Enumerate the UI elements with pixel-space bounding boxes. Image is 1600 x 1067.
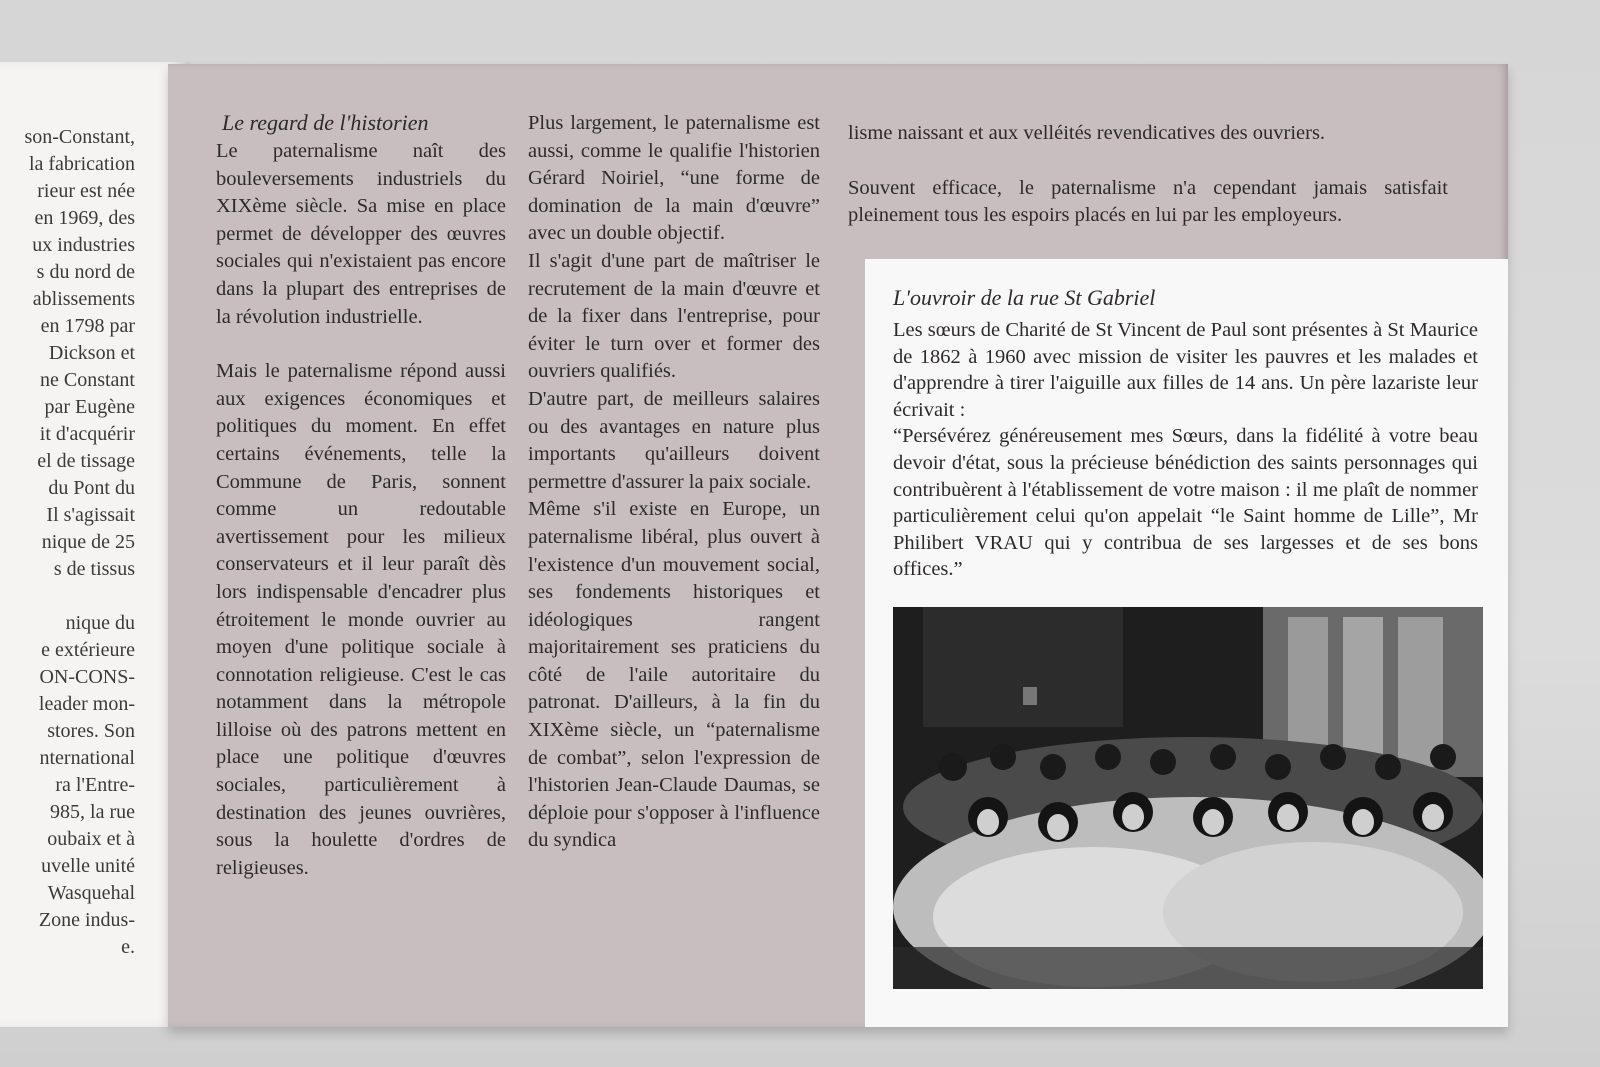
- ouvroir-quote: “Persévérez généreusement mes Sœurs, dans la fidélité à votre beau devoir d'état, sous la précieuse bénédiction des saints personnages qui contribuèrent à l'établissement de votre maison : il me plaît de nommer particulièrement celui qu'on appelait “le Saint homme de Lille”, Mr Philibert VRAU qui y contribua de ses largesses et de ses bons offices.”: [893, 425, 1478, 581]
- ouvroir-body: [893, 317, 1478, 583]
- left-page: [0, 62, 190, 1027]
- left-page-line: Il s'agissait: [46, 504, 135, 526]
- left-page-line: la fabrication: [28, 153, 135, 175]
- left-page-line: s de tissus: [53, 558, 135, 580]
- left-page-line: ne Constant: [40, 369, 135, 391]
- left-page-text: [0, 124, 135, 961]
- right-page: [168, 64, 1508, 1027]
- left-page-line: son-Constant,: [24, 126, 135, 148]
- left-page-line: Wasquehal: [47, 882, 135, 904]
- sewing-workshop-photo: [893, 607, 1483, 989]
- left-page-line: rieur est née: [37, 180, 135, 202]
- left-page-line: Zone indus-: [38, 909, 135, 931]
- left-page-line: ux industries: [32, 234, 135, 256]
- left-page-line: e.: [121, 936, 135, 958]
- left-page-line: el de tissage: [37, 450, 135, 472]
- left-page-line: nternational: [39, 747, 135, 769]
- paternalism-paragraph-4: Même s'il existe en Europe, un paternalisme libéral, plus ouvert à l'existence d'un mouvement social, ses fondements historiques et idéologiques rangent majoritairement ses praticiens du côté de l'aile autoritaire du patronat. D'ailleurs, à la fin du XIXème siècle, un “paternalisme de combat”, selon l'expression de l'historien Jean-Claude Daumas, se déploie pour s'opposer à l'influence du syndica: [528, 498, 820, 852]
- paragraph-spacer: [216, 331, 506, 358]
- left-page-line: e extérieure: [41, 639, 135, 661]
- left-page-line: 985, la rue: [50, 801, 135, 823]
- left-page-line: it d'acquérir: [39, 423, 135, 445]
- ouvroir-box: [865, 259, 1508, 1027]
- left-page-line: nique de 25: [41, 531, 135, 553]
- paragraph-spacer: [848, 148, 1448, 175]
- column-historian: [216, 108, 506, 882]
- left-page-line: en 1969, des: [34, 207, 135, 229]
- left-page-line: stores. Son: [47, 720, 135, 742]
- ouvroir-photo: [893, 607, 1483, 989]
- ouvroir-heading: L'ouvroir de la rue St Gabriel: [893, 285, 1156, 310]
- left-page-line: leader mon-: [38, 693, 135, 715]
- historian-heading: Le regard de l'historien: [222, 110, 429, 135]
- left-page-line: Dickson et: [48, 342, 135, 364]
- left-page-line: ra l'Entre-: [55, 774, 135, 796]
- paternalism-paragraph-2: Il s'agit d'une part de maîtriser le recrutement de la main d'œuvre et de la fixer dans l'entreprise, pour éviter le turn over et former des ouvriers qualifiés.: [528, 249, 820, 383]
- historian-paragraph-2: Mais le paternalisme répond aussi aux exigences économiques et politiques du moment. En effet certains événements, telle la Commune de Paris, sonnent comme un redoutable avertissement pour les milieux conservateurs et il leur paraît dès lors indispensable d'encadrer plus étroitement le monde ouvrier au moyen d'une politique sociale à connotation religieuse. C'est le cas notamment dans la métropole lilloise où des patrons mettent en place une politique d'œuvres sociales, particulièrement à destination des jeunes ouvrières, sous la houlette d'ordres de religieuses.: [216, 360, 506, 879]
- left-page-line: s du nord de: [36, 261, 135, 283]
- left-page-line: [0, 583, 135, 610]
- continuation-paragraph-1: lisme naissant et aux velléités revendicatives des ouvriers.: [848, 122, 1326, 144]
- left-page-line: oubaix et à: [47, 828, 135, 850]
- left-page-line: du Pont du: [48, 477, 135, 499]
- ouvroir-paragraph-1: Les sœurs de Charité de St Vincent de Paul sont présentes à St Maurice de 1862 à 1960 avec mission de visiter les pauvres et les malades et d'apprendre à tirer l'aiguille aux filles de 14 ans. Un père lazariste leur écrivait :: [893, 319, 1478, 421]
- left-page-line: nique du: [65, 612, 135, 634]
- left-page-line: ablissements: [32, 288, 135, 310]
- left-page-line: uvelle unité: [41, 855, 135, 877]
- left-page-line: par Eugène: [44, 396, 135, 418]
- left-page-line: ON-CONS-: [39, 666, 135, 688]
- historian-paragraph-1: Le paternalisme naît des bouleversements industriels du XIXème siècle. Sa mise en place permet de développer des œuvres sociales qui n'existaient pas encore dans la plupart des entreprises de la révolution industrielle.: [216, 140, 506, 328]
- column-paternalism: [528, 110, 820, 855]
- paternalism-paragraph-3: D'autre part, de meilleurs salaires ou des avantages en nature plus importants qu'ailleurs doivent permettre d'assurer la paix sociale.: [528, 387, 820, 493]
- continuation-paragraph-2: Souvent efficace, le paternalisme n'a cependant jamais satisfait pleinement tous les espoirs placés en lui par les employeurs.: [848, 176, 1448, 227]
- column-continuation: [848, 120, 1448, 230]
- left-page-line: en 1798 par: [40, 315, 135, 337]
- left-page-text-clip: [0, 124, 135, 1064]
- paternalism-paragraph-1: Plus largement, le paternalisme est aussi, comme le qualifie l'historien Gérard Noiriel, “une forme de domination de la main d'œuvre” avec un double objectif.: [528, 112, 820, 245]
